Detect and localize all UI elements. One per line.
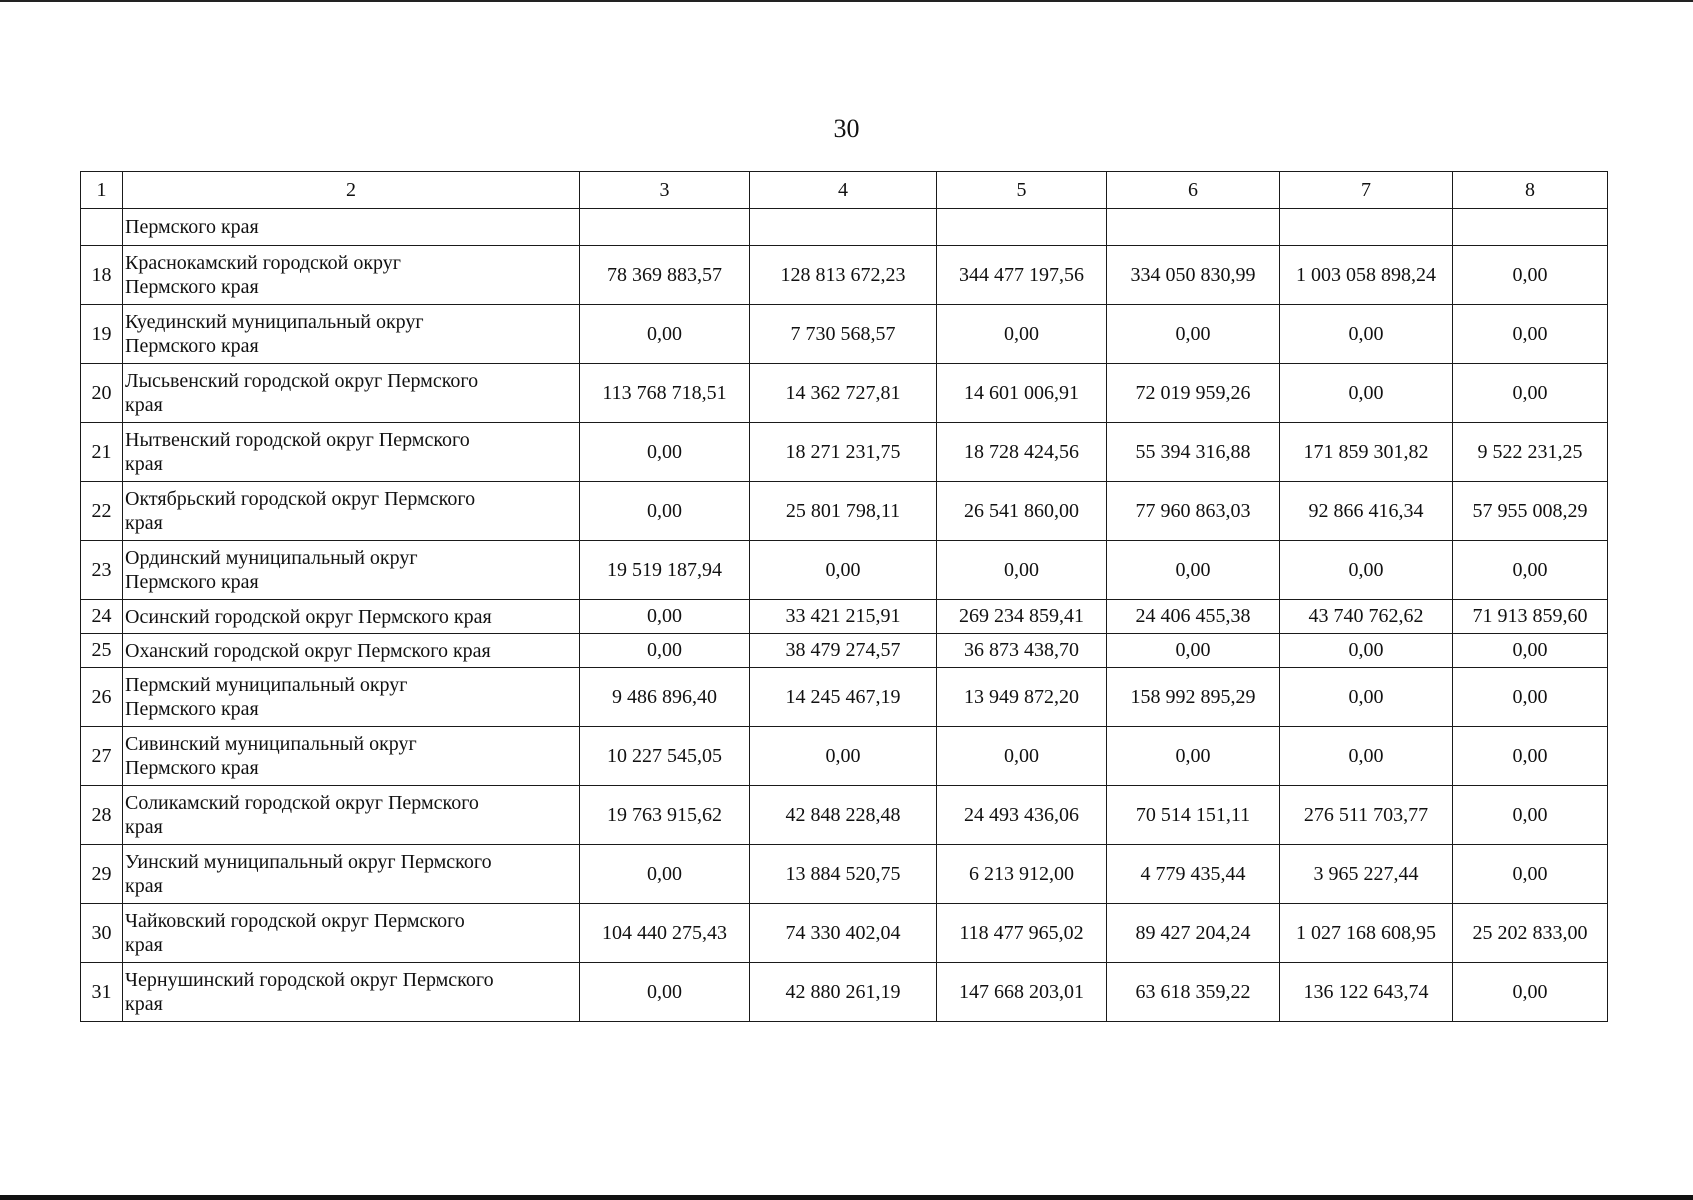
value-cell: 0,00	[1280, 305, 1453, 364]
table-row	[81, 634, 1608, 668]
value-cell: 36 873 438,70	[937, 634, 1107, 668]
row-number-cell: 26	[81, 668, 123, 727]
value-cell: 18 728 424,56	[937, 423, 1107, 482]
municipality-name-line: Уинский муниципальный округ Пермского	[125, 851, 492, 873]
municipality-name-line: Краснокамский городской округ	[125, 252, 401, 274]
value-cell: 74 330 402,04	[750, 904, 937, 963]
value-cell: 1 003 058 898,24	[1280, 246, 1453, 305]
value-cell: 13 949 872,20	[937, 668, 1107, 727]
municipality-name-line: края	[125, 934, 163, 956]
municipality-name-line: Чайковский городской округ Пермского	[125, 910, 465, 932]
value-cell: 128 813 672,23	[750, 246, 937, 305]
value-cell: 42 880 261,19	[750, 963, 937, 1022]
row-number-cell: 27	[81, 727, 123, 786]
value-cell: 18 271 231,75	[750, 423, 937, 482]
column-header: 1	[81, 172, 123, 209]
value-cell: 0,00	[1453, 541, 1608, 600]
municipality-name-line: Октябрьский городской округ Пермского	[125, 488, 476, 510]
municipality-name-cell	[123, 904, 580, 963]
value-cell: 89 427 204,24	[1107, 904, 1280, 963]
value-cell: 1 027 168 608,95	[1280, 904, 1453, 963]
value-cell: 0,00	[1107, 634, 1280, 668]
table-row	[81, 904, 1608, 963]
value-cell: 0,00	[750, 541, 937, 600]
row-number-cell: 23	[81, 541, 123, 600]
value-cell: 4 779 435,44	[1107, 845, 1280, 904]
municipality-name-cell	[123, 482, 580, 541]
row-number-cell: 31	[81, 963, 123, 1022]
value-cell: 0,00	[1280, 364, 1453, 423]
municipality-name-line: Пермского края	[125, 698, 259, 720]
table-row	[81, 600, 1608, 634]
row-number-cell: 18	[81, 246, 123, 305]
value-cell: 0,00	[580, 845, 750, 904]
value-cell: 0,00	[1280, 668, 1453, 727]
municipality-name-line: Лысьвенский городской округ Пермского	[125, 370, 479, 392]
column-header: 3	[580, 172, 750, 209]
municipality-name-cell	[123, 423, 580, 482]
value-cell: 55 394 316,88	[1107, 423, 1280, 482]
municipality-name-cell	[123, 600, 580, 634]
value-cell: 0,00	[1107, 541, 1280, 600]
value-cell: 0,00	[1107, 727, 1280, 786]
scan-edge-bottom	[0, 1195, 1693, 1200]
municipality-name-cell	[123, 845, 580, 904]
table-row	[81, 423, 1608, 482]
municipality-name-cell	[123, 668, 580, 727]
column-header: 5	[937, 172, 1107, 209]
value-cell: 3 965 227,44	[1280, 845, 1453, 904]
municipality-name-cell	[123, 963, 580, 1022]
municipality-name-line: Пермского края	[125, 571, 259, 593]
value-cell	[1453, 209, 1608, 246]
value-cell: 0,00	[580, 600, 750, 634]
value-cell: 14 362 727,81	[750, 364, 937, 423]
value-cell: 334 050 830,99	[1107, 246, 1280, 305]
municipality-name-line: края	[125, 512, 163, 534]
table-row	[81, 364, 1608, 423]
municipality-name-line: края	[125, 394, 163, 416]
table-row	[81, 963, 1608, 1022]
table-body	[81, 172, 1608, 1022]
municipality-name-cell	[123, 727, 580, 786]
table-row	[81, 727, 1608, 786]
row-number-cell: 29	[81, 845, 123, 904]
table-row	[81, 845, 1608, 904]
table-row	[81, 668, 1608, 727]
column-header: 6	[1107, 172, 1280, 209]
municipality-name-line: края	[125, 993, 163, 1015]
value-cell: 78 369 883,57	[580, 246, 750, 305]
page-number: 30	[833, 114, 860, 143]
row-number-cell: 30	[81, 904, 123, 963]
value-cell: 0,00	[1453, 786, 1608, 845]
municipality-name-line: Чернушинский городской округ Пермского	[125, 969, 494, 991]
table-row	[81, 305, 1608, 364]
row-number-cell	[81, 209, 123, 246]
value-cell: 43 740 762,62	[1280, 600, 1453, 634]
scan-edge-top	[0, 0, 1693, 2]
value-cell: 0,00	[580, 634, 750, 668]
value-cell: 25 202 833,00	[1453, 904, 1608, 963]
municipality-name-line: Соликамский городской округ Пермского	[125, 792, 479, 814]
column-header: 4	[750, 172, 937, 209]
municipality-name-line: края	[125, 875, 163, 897]
value-cell: 0,00	[1453, 668, 1608, 727]
value-cell: 6 213 912,00	[937, 845, 1107, 904]
value-cell	[1280, 209, 1453, 246]
value-cell: 158 992 895,29	[1107, 668, 1280, 727]
table-row	[81, 786, 1608, 845]
value-cell: 0,00	[1453, 305, 1608, 364]
value-cell: 9 486 896,40	[580, 668, 750, 727]
row-number-cell: 24	[81, 600, 123, 634]
municipality-name-line: Пермского края	[125, 757, 259, 779]
value-cell: 24 406 455,38	[1107, 600, 1280, 634]
value-cell: 136 122 643,74	[1280, 963, 1453, 1022]
value-cell: 0,00	[1280, 727, 1453, 786]
value-cell: 57 955 008,29	[1453, 482, 1608, 541]
value-cell: 0,00	[937, 727, 1107, 786]
municipality-name-line: Пермский муниципальный округ	[125, 674, 408, 696]
column-header: 2	[123, 172, 580, 209]
value-cell: 38 479 274,57	[750, 634, 937, 668]
data-table	[80, 171, 1608, 1022]
row-number-cell: 21	[81, 423, 123, 482]
value-cell: 147 668 203,01	[937, 963, 1107, 1022]
table-row	[81, 246, 1608, 305]
municipality-name-cell	[123, 634, 580, 668]
value-cell: 14 601 006,91	[937, 364, 1107, 423]
value-cell: 0,00	[1280, 634, 1453, 668]
value-cell: 0,00	[1280, 541, 1453, 600]
municipality-name-cell	[123, 541, 580, 600]
municipality-name-line: Сивинский муниципальный округ	[125, 733, 417, 755]
continuation-row	[81, 209, 1608, 246]
value-cell: 0,00	[1453, 364, 1608, 423]
value-cell: 63 618 359,22	[1107, 963, 1280, 1022]
value-cell	[1107, 209, 1280, 246]
municipality-name-line: Куединский муниципальный округ	[125, 311, 424, 333]
value-cell: 0,00	[1453, 963, 1608, 1022]
value-cell	[937, 209, 1107, 246]
row-number-cell: 20	[81, 364, 123, 423]
municipality-name-cell	[123, 786, 580, 845]
row-number-cell: 28	[81, 786, 123, 845]
value-cell: 72 019 959,26	[1107, 364, 1280, 423]
value-cell: 344 477 197,56	[937, 246, 1107, 305]
value-cell: 71 913 859,60	[1453, 600, 1608, 634]
column-header: 8	[1453, 172, 1608, 209]
value-cell: 42 848 228,48	[750, 786, 937, 845]
municipality-name-line: Ординский муниципальный округ	[125, 547, 418, 569]
value-cell: 19 763 915,62	[580, 786, 750, 845]
value-cell: 10 227 545,05	[580, 727, 750, 786]
municipality-name-line: Пермского края	[125, 335, 259, 357]
value-cell: 14 245 467,19	[750, 668, 937, 727]
value-cell: 171 859 301,82	[1280, 423, 1453, 482]
value-cell: 0,00	[580, 963, 750, 1022]
value-cell: 19 519 187,94	[580, 541, 750, 600]
value-cell: 104 440 275,43	[580, 904, 750, 963]
value-cell: 7 730 568,57	[750, 305, 937, 364]
value-cell: 269 234 859,41	[937, 600, 1107, 634]
value-cell: 25 801 798,11	[750, 482, 937, 541]
value-cell: 33 421 215,91	[750, 600, 937, 634]
value-cell: 9 522 231,25	[1453, 423, 1608, 482]
municipality-name-line: Нытвенский городской округ Пермского	[125, 429, 470, 451]
municipality-name-line: края	[125, 816, 163, 838]
municipality-name-line: Пермского края	[125, 276, 259, 298]
value-cell: 0,00	[1453, 845, 1608, 904]
row-number-cell: 25	[81, 634, 123, 668]
value-cell: 0,00	[937, 305, 1107, 364]
municipality-name-line: Оханский городской округ Пермского края	[125, 639, 491, 662]
value-cell: 70 514 151,11	[1107, 786, 1280, 845]
column-header-row	[81, 172, 1608, 209]
value-cell: 0,00	[1453, 634, 1608, 668]
value-cell: 77 960 863,03	[1107, 482, 1280, 541]
value-cell: 0,00	[580, 423, 750, 482]
value-cell: 0,00	[1453, 727, 1608, 786]
value-cell: 276 511 703,77	[1280, 786, 1453, 845]
value-cell: 0,00	[937, 541, 1107, 600]
value-cell: 92 866 416,34	[1280, 482, 1453, 541]
municipality-name-cell	[123, 246, 580, 305]
municipality-name-cell: Пермского края	[123, 209, 580, 246]
value-cell: 26 541 860,00	[937, 482, 1107, 541]
row-number-cell: 19	[81, 305, 123, 364]
value-cell: 0,00	[1107, 305, 1280, 364]
value-cell: 118 477 965,02	[937, 904, 1107, 963]
value-cell: 113 768 718,51	[580, 364, 750, 423]
value-cell	[750, 209, 937, 246]
value-cell: 0,00	[580, 482, 750, 541]
table-row	[81, 482, 1608, 541]
value-cell	[580, 209, 750, 246]
value-cell: 0,00	[580, 305, 750, 364]
municipality-name-cell	[123, 364, 580, 423]
row-number-cell: 22	[81, 482, 123, 541]
value-cell: 0,00	[1453, 246, 1608, 305]
column-header: 7	[1280, 172, 1453, 209]
value-cell: 0,00	[750, 727, 937, 786]
municipality-name-line: края	[125, 453, 163, 475]
table-row	[81, 541, 1608, 600]
value-cell: 13 884 520,75	[750, 845, 937, 904]
municipality-name-cell	[123, 305, 580, 364]
municipality-name-line: Осинский городской округ Пермского края	[125, 605, 492, 628]
value-cell: 24 493 436,06	[937, 786, 1107, 845]
